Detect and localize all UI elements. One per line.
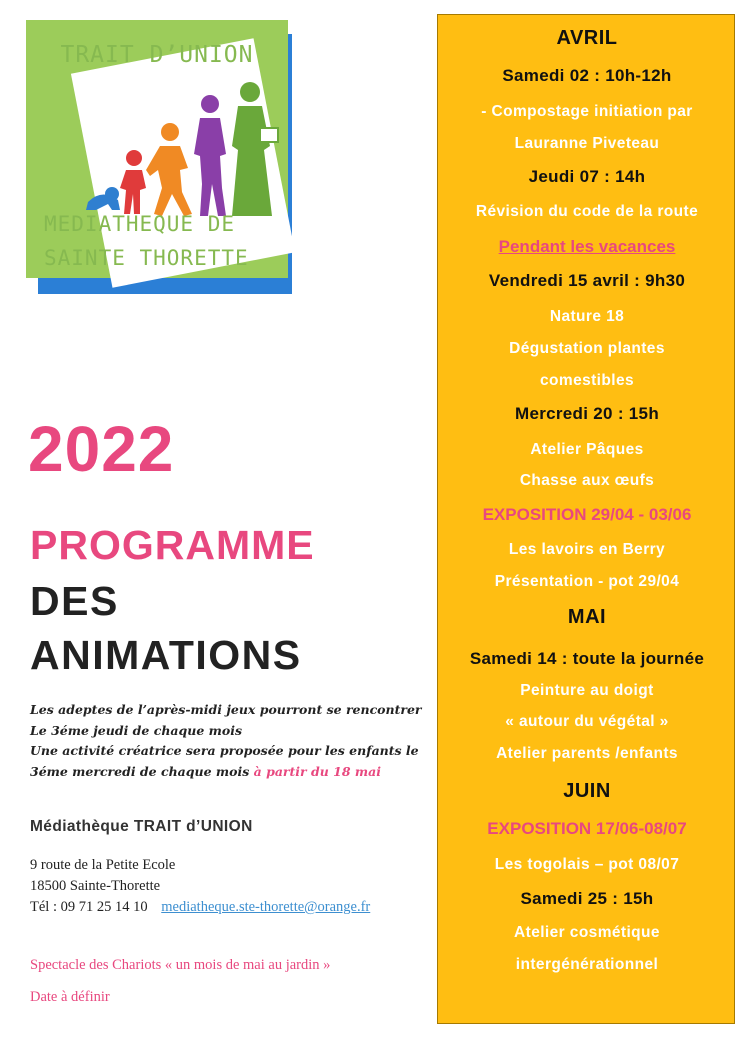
programme-activity: Lauranne Piveteau [514, 135, 660, 152]
intro-line: Une activité créatrice sera proposée pour les enfants le [30, 743, 419, 758]
logo-subtitle-line2: SAINTE THORETTE [44, 246, 249, 270]
programme-activity: « autour du végétal » [505, 713, 669, 730]
programme-date: Samedi 14 : toute la journée [469, 649, 705, 668]
animations-heading: ANIMATIONS [30, 632, 302, 678]
programme-date: Samedi 02 : 10h-12h [502, 66, 672, 85]
programme-holiday-note: Pendant les vacances [498, 237, 676, 256]
intro-line: Les adeptes de l’après-midi jeux pourront se rencontrer [30, 702, 422, 717]
programme-activity: Atelier parents /enfants [496, 745, 678, 762]
programme-activity: Présentation - pot 29/04 [494, 573, 680, 590]
spectacle-note: Spectacle des Chariots « un mois de mai au jardin » [30, 957, 331, 973]
programme-date: Vendredi 15 avril : 9h30 [488, 271, 686, 290]
intro-line-text: 3éme mercredi de chaque mois [30, 763, 250, 779]
programme-date: Samedi 25 : 15h [520, 889, 654, 908]
address-city: 18500 Sainte-Thorette [30, 878, 161, 894]
programme-month: JUIN [563, 780, 611, 802]
logo-subtitle-line1: MEDIATHEQUE DE [44, 212, 236, 236]
phone-number: Tél : 09 71 25 14 10 [30, 899, 148, 915]
programme-heading: PROGRAMME [30, 522, 315, 568]
programme-date: Mercredi 20 : 15h [515, 404, 659, 423]
intro-line: Le 3éme jeudi de chaque mois [30, 722, 243, 738]
programme-activity: - Compostage initiation par [481, 103, 693, 120]
programme-month: MAI [567, 606, 607, 628]
year-heading: 2022 [28, 413, 175, 485]
logo-title: TRAIT D’UNION [60, 42, 254, 68]
mediatheque-name: Médiathèque TRAIT d’UNION [30, 818, 253, 835]
programme-activity: Dégustation plantes [509, 340, 665, 357]
family-figures-icon [50, 76, 290, 226]
programme-panel [437, 14, 735, 1024]
programme-date: Jeudi 07 : 14h [528, 167, 646, 186]
programme-activity: Atelier Pâques [530, 441, 644, 458]
programme-activity: Atelier cosmétique [514, 924, 660, 941]
programme-exhibition: EXPOSITION 17/06-08/07 [487, 819, 687, 838]
email-link[interactable]: mediatheque.ste-thorette@orange.fr [161, 899, 371, 915]
programme-exhibition: EXPOSITION 29/04 - 03/06 [482, 505, 692, 524]
programme-activity: Les togolais – pot 08/07 [494, 856, 680, 873]
programme-activity: Nature 18 [549, 308, 625, 325]
programme-activity: Les lavoirs en Berry [508, 541, 666, 558]
des-heading: DES [30, 578, 119, 624]
programme-activity: Chasse aux œufs [519, 472, 655, 489]
intro-paragraph [30, 700, 430, 782]
programme-activity: Révision du code de la route [475, 203, 699, 220]
address-block [30, 855, 370, 918]
intro-start-date: à partir du 18 mai [253, 763, 381, 779]
intro-line [30, 762, 430, 783]
programme-activity: comestibles [540, 372, 634, 389]
programme-month: AVRIL [556, 27, 618, 49]
contact-line [30, 897, 370, 918]
date-note: Date à définir [30, 989, 110, 1005]
address-street: 9 route de la Petite Ecole [30, 857, 176, 873]
programme-activity: intergénérationnel [515, 956, 659, 973]
logo [26, 20, 292, 294]
programme-activity: Peinture au doigt [520, 682, 654, 699]
